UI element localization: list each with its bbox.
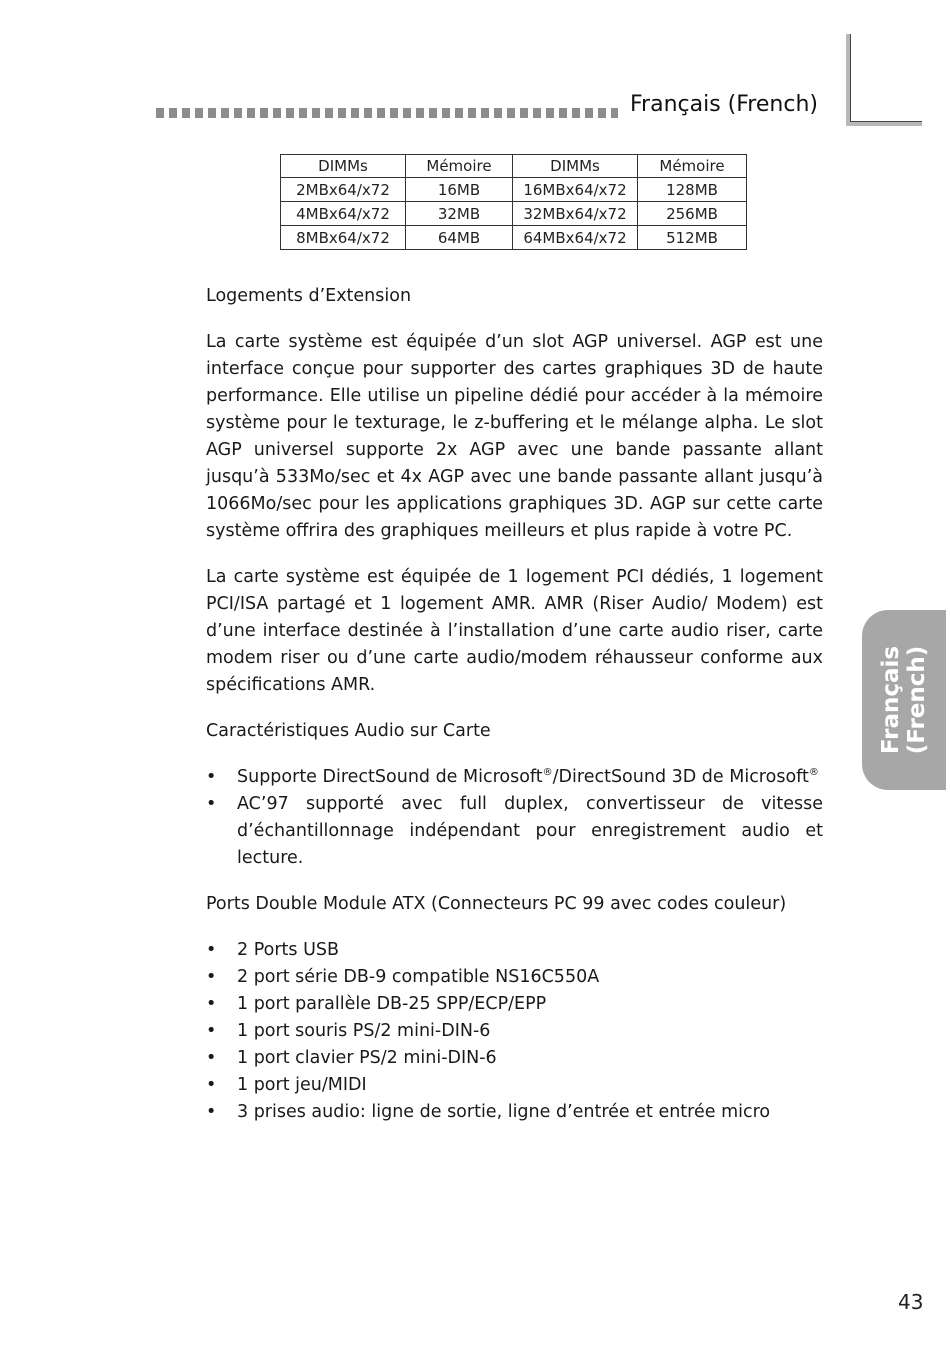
table-header-cell: Mémoire (406, 155, 513, 178)
list-item: • 3 prises audio: ligne de sortie, ligne d’entrée et entrée micro (206, 1099, 823, 1126)
ports-heading: Ports Double Module ATX (Connecteurs PC 99 avec codes couleur) (206, 894, 787, 914)
side-tab-line: Français (878, 645, 904, 755)
list-item: • 1 port clavier PS/2 mini-DIN-6 (206, 1045, 823, 1072)
table-cell: 512MB (638, 226, 747, 250)
audio-features-heading: Caractéristiques Audio sur Carte (206, 721, 491, 741)
agp-paragraph: La carte système est équipée d’un slot AGP universel. AGP est une interface conçue pour supporter des cartes graphiques 3D de haute performance. Elle utilise un pipeline dédié pour accéder à la mémoire système pour le texturage, le z-buffering et le mélange alpha. Le slot AGP universel supporte 2x AGP avec une bande passante allant jusqu’à 533Mo/sec et 4x AGP avec une bande passante allant jusqu’à 1066Mo/sec pour les applications graphiques 3D. AGP sur cette carte système offrira des graphiques meilleurs et plus rapide à votre PC. (206, 332, 823, 541)
audio-item-text: Supporte DirectSound de Microsoft (237, 767, 543, 787)
corner-mark-vertical-line (850, 34, 851, 122)
list-item: • 2 Ports USB (206, 937, 823, 964)
page-header-title: Français (French) (630, 92, 818, 117)
table-cell: 8MBx64/x72 (281, 226, 406, 250)
main-content (206, 283, 823, 1145)
registered-mark: ® (808, 767, 819, 779)
table-cell: 2MBx64/x72 (281, 178, 406, 202)
table-cell: 16MB (406, 178, 513, 202)
registered-mark: ® (542, 767, 553, 779)
table-header-cell: DIMMs (513, 155, 638, 178)
table-cell: 16MBx64/x72 (513, 178, 638, 202)
list-item: • 1 port parallèle DB-25 SPP/ECP/EPP (206, 991, 823, 1018)
list-item: • 2 port série DB-9 compatible NS16C550A (206, 964, 823, 991)
list-item: • AC’97 supporté avec full duplex, convertisseur de vitesse d’échantillonnage indépendant pour enregistrement audio et lecture. (206, 791, 823, 872)
table-cell: 4MBx64/x72 (281, 202, 406, 226)
pci-paragraph: La carte système est équipée de 1 logement PCI dédiés, 1 logement PCI/ISA partagé et 1 logement AMR. AMR (Riser Audio/ Modem) est d’une interface destinée à l’installation d’une carte audio riser, carte modem riser ou d’une carte audio/modem réhausseur conforme aux spécifications AMR. (206, 567, 823, 695)
list-item: • 1 port jeu/MIDI (206, 1072, 823, 1099)
table-row (281, 202, 747, 226)
table-header-cell: DIMMs (281, 155, 406, 178)
table-cell: 128MB (638, 178, 747, 202)
memory-table (280, 154, 747, 250)
ports-list (206, 937, 823, 1126)
audio-item-text: /DirectSound 3D de Microsoft (552, 767, 809, 787)
table-row (281, 226, 747, 250)
corner-mark-horizontal-line (850, 121, 922, 122)
corner-mark-horizontal (846, 122, 922, 126)
table-cell: 32MBx64/x72 (513, 202, 638, 226)
table-cell: 32MB (406, 202, 513, 226)
table-cell: 256MB (638, 202, 747, 226)
page-number: 43 (898, 1290, 924, 1314)
extension-slots-heading: Logements d’Extension (206, 286, 412, 306)
language-side-tab-label (878, 646, 930, 755)
table-cell: 64MBx64/x72 (513, 226, 638, 250)
table-header-row (281, 155, 747, 178)
list-item (206, 764, 823, 791)
table-cell: 64MB (406, 226, 513, 250)
header-dotted-rule (156, 108, 618, 118)
audio-features-list (206, 764, 823, 872)
list-item: • 1 port souris PS/2 mini-DIN-6 (206, 1018, 823, 1045)
side-tab-line: (French) (904, 645, 930, 755)
table-row (281, 178, 747, 202)
table-header-cell: Mémoire (638, 155, 747, 178)
